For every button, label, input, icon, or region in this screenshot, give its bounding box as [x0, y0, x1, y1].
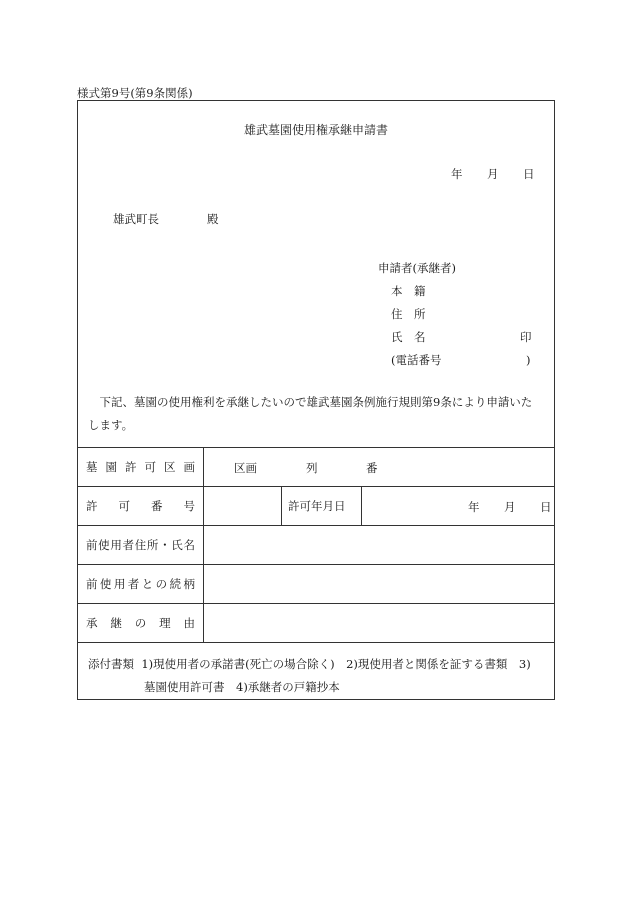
- phone-close-paren: ): [526, 353, 531, 367]
- seal-label: 印: [520, 330, 532, 344]
- plot-field[interactable]: [204, 448, 555, 487]
- application-form: [77, 100, 555, 700]
- application-table: [77, 447, 555, 643]
- plot-section-label: 区画: [234, 461, 257, 475]
- phone-label: (電話番号: [391, 353, 442, 367]
- table-row: [78, 604, 555, 643]
- address-label: 住 所: [391, 307, 426, 321]
- succession-reason-label: 承継の理由: [78, 604, 204, 643]
- permit-year-label: 年: [468, 500, 480, 514]
- permit-number-label: 許可番号: [78, 487, 204, 526]
- form-number: 様式第9号(第9条関係): [77, 86, 193, 100]
- plot-label: 墓園許可区画: [78, 448, 204, 487]
- attachments-label: 添付書類: [88, 657, 134, 671]
- permit-day-label: 日: [540, 500, 552, 514]
- addressee-honorific: 殿: [207, 212, 219, 226]
- attachments-items-1: 1)現使用者の承諾書(死亡の場合除く) 2)現使用者と関係を証する書類 3): [141, 657, 531, 671]
- permit-date-field[interactable]: [362, 487, 555, 526]
- date-year-label: 年: [451, 167, 463, 181]
- applicant-name-row: [378, 326, 532, 349]
- permit-date-label: 許可年月日: [282, 487, 362, 526]
- phone-row: [378, 349, 531, 372]
- attachments-items-2: 墓園使用許可書 4)承継者の戸籍抄本: [144, 680, 340, 694]
- applicant-block: [378, 257, 532, 372]
- domicile-label: 本 籍: [391, 284, 426, 298]
- form-title: 雄武墓園使用権承継申請書: [243, 123, 388, 137]
- plot-row-label: 列: [306, 461, 318, 475]
- relationship-field[interactable]: [204, 565, 555, 604]
- date-month-label: 月: [487, 167, 499, 181]
- addressee-name: 雄武町長: [113, 212, 159, 226]
- table-row: [78, 526, 555, 565]
- table-row: [78, 487, 555, 526]
- previous-user-label: 前使用者住所・氏名: [78, 526, 204, 565]
- attachments-line-1: [88, 653, 544, 676]
- table-row: [78, 448, 555, 487]
- attachments-section: [88, 653, 544, 699]
- applicant-header: 申請者(承継者): [378, 261, 456, 275]
- previous-user-field[interactable]: [204, 526, 555, 565]
- permit-number-field[interactable]: [204, 487, 282, 526]
- date-day-label: 日: [523, 167, 535, 181]
- plot-number-label: 番: [366, 461, 378, 475]
- name-label: 氏 名: [391, 330, 426, 344]
- permit-month-label: 月: [504, 500, 516, 514]
- relationship-label: 前使用者との続柄: [78, 565, 204, 604]
- succession-reason-field[interactable]: [204, 604, 555, 643]
- intro-text: 下記、墓園の使用権利を承継したいので雄武墓園条例施行規則第9条により申請いたします。: [88, 395, 533, 432]
- table-row: [78, 565, 555, 604]
